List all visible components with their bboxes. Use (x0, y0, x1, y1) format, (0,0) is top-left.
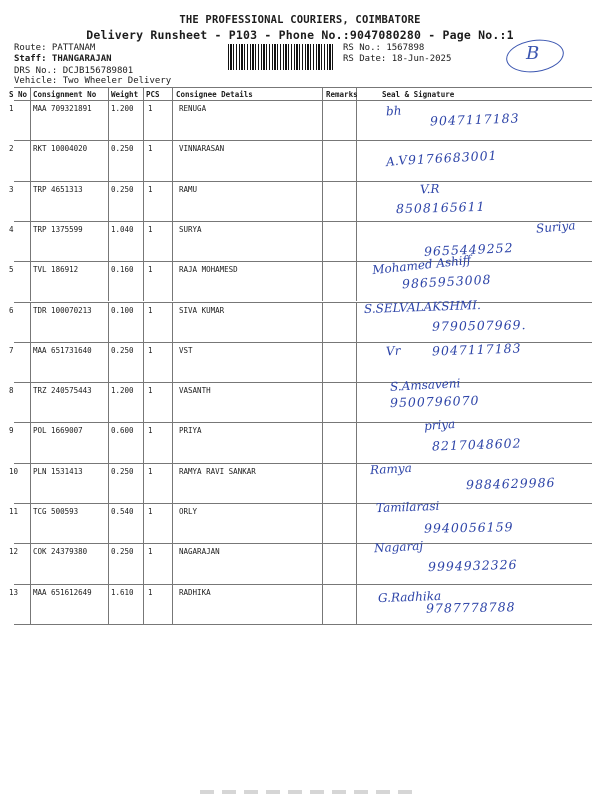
row-consignee: VINNARASAN (179, 144, 225, 154)
row-pcs: 1 (148, 184, 153, 194)
row-pcs: 1 (148, 547, 153, 557)
row-sno: 12 (9, 547, 19, 557)
column-divider (322, 463, 323, 503)
handwritten-phone: 9047117183 (431, 340, 522, 359)
row-weight: 0.100 (111, 305, 134, 315)
row-pcs: 1 (148, 345, 153, 355)
column-divider (356, 181, 357, 221)
handwritten-signature: Vr (385, 343, 401, 359)
handwritten-phone: 9940056159 (423, 519, 514, 536)
row-sno: 10 (9, 466, 19, 476)
row-consignee: VST (179, 345, 193, 355)
row-divider (14, 624, 592, 625)
column-divider (108, 422, 109, 462)
handwritten-phone: 9176683001 (407, 147, 498, 168)
handwritten-phone: 9994932326 (427, 556, 518, 575)
staff-label: Staff: THANGARAJAN (14, 54, 112, 64)
column-divider (143, 422, 144, 462)
column-divider (172, 543, 173, 583)
column-divider (30, 100, 31, 140)
column-divider (356, 221, 357, 261)
column-divider (143, 543, 144, 583)
row-consignee: RAMU (179, 184, 198, 194)
row-weight: 1.610 (111, 587, 134, 597)
handwritten-phone: 8217048602 (431, 435, 522, 454)
column-divider (30, 221, 31, 261)
column-divider (143, 503, 144, 543)
row-sno: 11 (9, 507, 19, 516)
column-divider (356, 302, 357, 342)
column-header-sno: S No (9, 90, 28, 99)
column-divider (172, 87, 173, 100)
column-divider (172, 342, 173, 382)
column-divider (356, 342, 357, 382)
column-divider (30, 261, 31, 301)
handwritten-signature: Tamilarasi (375, 498, 440, 516)
column-divider (143, 382, 144, 422)
row-consignment-no: MAA 651612649 (33, 587, 92, 597)
row-consignment-no: TCG 500593 (33, 507, 79, 516)
handwritten-phone: 9790507969. (431, 317, 527, 334)
row-sno: 13 (9, 587, 19, 597)
row-weight: 0.250 (111, 345, 134, 355)
row-divider (14, 382, 592, 383)
row-consignment-no: TRP 1375599 (33, 224, 83, 234)
row-weight: 0.250 (111, 184, 134, 194)
handwritten-signature: priya (423, 416, 456, 434)
column-divider (143, 100, 144, 140)
column-divider (356, 584, 357, 624)
column-divider (108, 543, 109, 583)
row-sno: 5 (9, 265, 14, 275)
row-sno: 1 (9, 104, 14, 113)
row-sno: 7 (9, 345, 14, 355)
column-divider (30, 302, 31, 342)
rs-date: RS Date: 18-Jun-2025 (343, 54, 452, 64)
column-divider (322, 342, 323, 382)
row-sno: 6 (9, 305, 14, 315)
row-sno: 2 (9, 144, 14, 154)
row-consignee: ORLY (179, 507, 198, 516)
row-sno: 4 (9, 224, 14, 234)
company-title: THE PROFESSIONAL COURIERS, COIMBATORE (179, 14, 421, 26)
column-divider (143, 87, 144, 100)
row-divider (14, 463, 592, 464)
column-divider (322, 543, 323, 583)
row-consignment-no: RKT 10004020 (33, 144, 88, 154)
column-divider (143, 261, 144, 301)
column-divider (356, 261, 357, 301)
column-divider (30, 543, 31, 583)
column-divider (322, 181, 323, 221)
row-consignee: RADHIKA (179, 587, 211, 597)
column-divider (322, 422, 323, 462)
row-sno: 9 (9, 426, 14, 436)
column-divider (143, 302, 144, 342)
row-consignment-no: MAA 651731640 (33, 345, 92, 355)
row-consignee: RENUGA (179, 104, 207, 113)
column-divider (322, 140, 323, 180)
column-divider (172, 140, 173, 180)
column-divider (30, 422, 31, 462)
vehicle-label: Vehicle: Two Wheeler Delivery (14, 76, 172, 86)
column-divider (108, 302, 109, 342)
column-divider (108, 342, 109, 382)
column-divider (322, 87, 323, 100)
handwritten-phone: 9865953008 (401, 271, 492, 292)
row-weight: 0.600 (111, 426, 134, 436)
row-consignee: PRIYA (179, 426, 202, 436)
column-divider (322, 221, 323, 261)
row-consignment-no: PLN 1531413 (33, 466, 83, 476)
column-divider (30, 584, 31, 624)
column-header-remarks: Remarks (326, 90, 358, 99)
column-divider (108, 87, 109, 100)
row-sno: 3 (9, 184, 14, 194)
row-divider (14, 584, 592, 585)
handwritten-signature: Mohamed Ashiff (371, 252, 472, 278)
row-divider (14, 140, 592, 141)
handwritten-phone: 9884629986 (465, 474, 556, 493)
column-divider (322, 302, 323, 342)
row-consignee: RAMYA RAVI SANKAR (179, 466, 256, 476)
handwritten-phone: 8508165611 (395, 198, 486, 217)
column-divider (108, 382, 109, 422)
row-pcs: 1 (148, 144, 153, 154)
row-divider (14, 503, 592, 504)
row-consignment-no: TRP 4651313 (33, 184, 83, 194)
column-header-consignment: Consignment No (33, 90, 97, 99)
column-divider (356, 503, 357, 543)
row-pcs: 1 (148, 466, 153, 476)
column-divider (172, 221, 173, 261)
handwritten-signature: bh (385, 103, 402, 119)
barcode-image (228, 44, 334, 70)
row-divider (14, 302, 592, 303)
row-weight: 1.200 (111, 386, 134, 396)
drs-number: DRS No.: DCJB156789801 (14, 66, 134, 76)
column-divider (172, 584, 173, 624)
column-divider (108, 463, 109, 503)
column-divider (322, 100, 323, 140)
row-consignee: NAGARAJAN (179, 547, 220, 557)
column-divider (172, 261, 173, 301)
column-divider (322, 584, 323, 624)
column-divider (108, 584, 109, 624)
row-weight: 0.250 (111, 466, 134, 476)
column-divider (108, 181, 109, 221)
column-divider (356, 543, 357, 583)
row-pcs: 1 (148, 104, 153, 113)
handwritten-phone: 9500796070 (389, 392, 480, 411)
row-pcs: 1 (148, 265, 153, 275)
column-divider (356, 140, 357, 180)
column-divider (172, 181, 173, 221)
column-divider (172, 302, 173, 342)
handwritten-signature: V.R (419, 181, 440, 197)
column-divider (30, 87, 31, 100)
column-header-weight: Weight (111, 90, 139, 99)
row-consignment-no: MAA 709321891 (33, 104, 92, 113)
handwritten-signature: Nagaraj (373, 538, 424, 556)
row-divider (14, 261, 592, 262)
rs-number: RS No.: 1567898 (343, 43, 425, 53)
row-weight: 0.540 (111, 507, 134, 516)
row-pcs: 1 (148, 507, 153, 516)
column-divider (356, 422, 357, 462)
column-divider (143, 342, 144, 382)
row-consignment-no: TRZ 240575443 (33, 386, 92, 396)
route-label: Route: PATTANAM (14, 43, 96, 53)
column-divider (172, 503, 173, 543)
runsheet-subtitle: Delivery Runsheet - P103 - Phone No.:9047080280 - Page No.:1 (86, 28, 514, 42)
column-divider (30, 503, 31, 543)
row-pcs: 1 (148, 224, 153, 234)
column-header-signature: Seal & Signature (382, 90, 455, 99)
row-pcs: 1 (148, 426, 153, 436)
column-divider (30, 181, 31, 221)
row-divider (14, 221, 592, 222)
handwritten-phone: 9787778788 (425, 599, 516, 616)
row-weight: 1.040 (111, 224, 134, 234)
column-divider (322, 382, 323, 422)
column-divider (108, 100, 109, 140)
column-divider (322, 261, 323, 301)
row-weight: 0.160 (111, 265, 134, 275)
column-header-pcs: PCS (146, 90, 160, 99)
column-divider (30, 463, 31, 503)
handwritten-signature: S.Amsaveni (389, 376, 461, 394)
column-divider (356, 463, 357, 503)
column-divider (172, 422, 173, 462)
table-header-border (14, 100, 592, 101)
handwritten-signature: Suriya (535, 218, 577, 236)
column-divider (108, 503, 109, 543)
row-weight: 0.250 (111, 144, 134, 154)
column-divider (108, 140, 109, 180)
row-consignee: RAJA MOHAMESD (179, 265, 238, 275)
handwritten-phone: 9047117183 (429, 110, 520, 129)
handwritten-signature: S.SELVALAKSHMI. (363, 297, 481, 317)
row-consignment-no: TVL 186912 (33, 265, 79, 275)
column-divider (143, 463, 144, 503)
row-weight: 0.250 (111, 547, 134, 557)
column-divider (172, 100, 173, 140)
column-divider (108, 261, 109, 301)
row-consignment-no: TDR 100070213 (33, 305, 92, 315)
handwritten-signature: G.Radhika (377, 588, 442, 606)
column-divider (30, 382, 31, 422)
row-consignee: SIVA KUMAR (179, 305, 225, 315)
row-consignment-no: POL 1669007 (33, 426, 83, 436)
row-consignee: SURYA (179, 224, 202, 234)
row-divider (14, 422, 592, 423)
handwritten-signature: A.V (385, 152, 408, 170)
column-divider (30, 140, 31, 180)
column-divider (143, 221, 144, 261)
handwritten-signature: Ramya (369, 460, 413, 478)
column-header-consignee: Consignee Details (176, 90, 253, 99)
column-divider (322, 503, 323, 543)
scan-artifact (200, 790, 420, 794)
column-divider (143, 584, 144, 624)
row-pcs: 1 (148, 587, 153, 597)
row-pcs: 1 (148, 305, 153, 315)
row-weight: 1.200 (111, 104, 134, 113)
column-divider (356, 382, 357, 422)
row-consignee: VASANTH (179, 386, 211, 396)
column-divider (172, 463, 173, 503)
handwritten-phone: 9655449252 (423, 240, 514, 259)
row-sno: 8 (9, 386, 14, 396)
handwritten-badge-letter: B (526, 43, 540, 64)
row-pcs: 1 (148, 386, 153, 396)
row-divider (14, 543, 592, 544)
table-top-border (14, 87, 592, 88)
column-divider (143, 140, 144, 180)
column-divider (143, 181, 144, 221)
column-divider (30, 342, 31, 382)
row-divider (14, 181, 592, 182)
row-consignment-no: COK 24379380 (33, 547, 88, 557)
column-divider (108, 221, 109, 261)
column-divider (172, 382, 173, 422)
column-divider (356, 100, 357, 140)
